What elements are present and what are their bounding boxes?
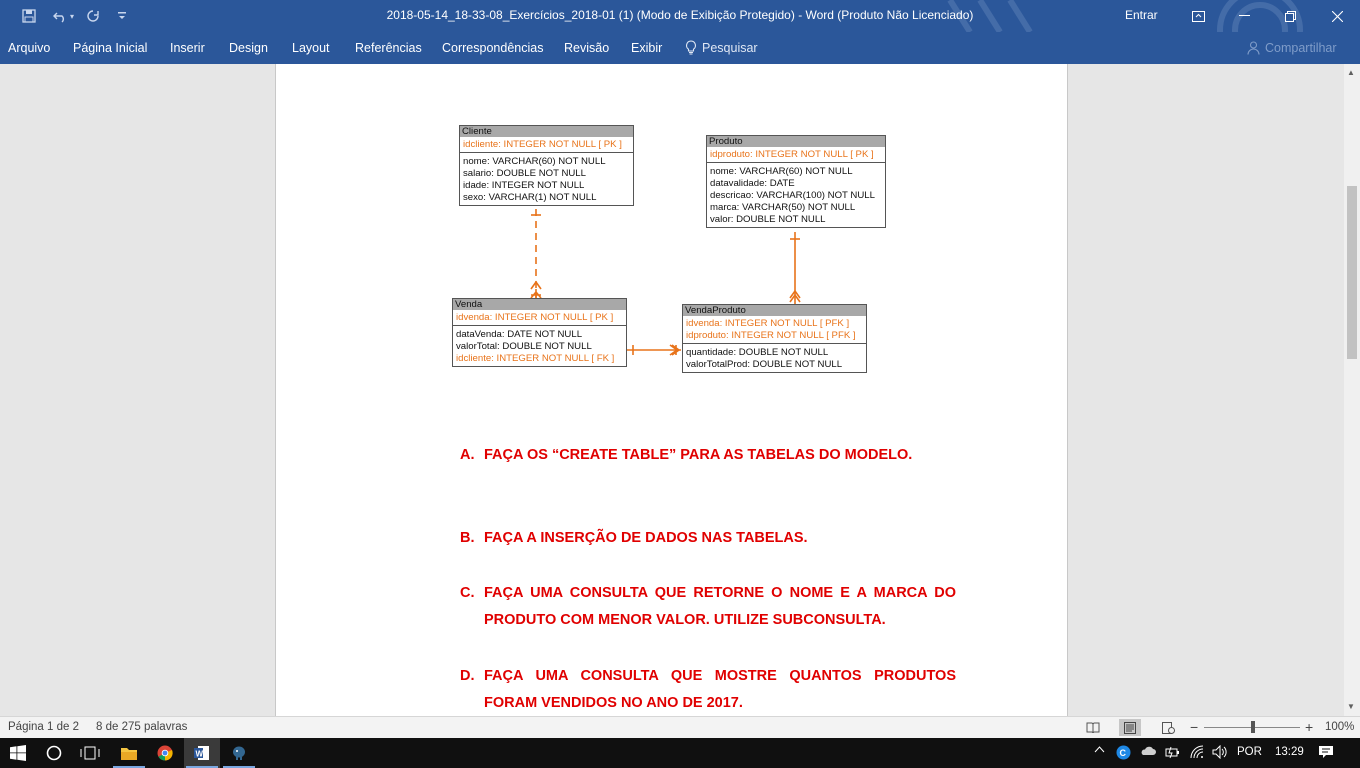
clock[interactable]: 13:29 [1275,746,1304,758]
share-button[interactable] [1247,41,1337,55]
tab-exibir[interactable]: Exibir [631,41,663,55]
lightbulb-icon [685,40,697,55]
er-table-name: Venda [453,299,626,310]
question-text: FAÇA OS “CREATE TABLE” PARA AS TABELAS DO MODELO. [484,447,913,463]
zoom-slider-thumb[interactable] [1251,721,1255,733]
web-layout-icon[interactable] [1157,719,1179,736]
page-count[interactable]: Página 1 de 2 [8,721,79,733]
question-letter: C. [460,585,475,601]
er-pk-field: idproduto: INTEGER NOT NULL [ PFK ] [686,330,856,341]
windows-taskbar [0,738,1360,768]
er-field: sexo: VARCHAR(1) NOT NULL [463,192,597,203]
er-pk-field: idcliente: INTEGER NOT NULL [ PK ] [463,139,622,150]
document-page[interactable] [275,64,1068,716]
read-mode-icon[interactable] [1082,719,1104,736]
chrome-icon[interactable] [147,738,183,768]
question-letter: B. [460,530,475,546]
action-center-icon[interactable] [1318,745,1334,762]
minimize-icon[interactable] [1221,0,1267,32]
input-language[interactable]: POR [1237,746,1262,758]
er-pk-field: idvenda: INTEGER NOT NULL [ PFK ] [686,318,850,329]
word-count[interactable]: 8 de 275 palavras [96,721,188,733]
zoom-in-icon[interactable]: + [1305,719,1314,735]
er-field: idade: INTEGER NOT NULL [463,180,585,191]
tab-inserir[interactable]: Inserir [170,41,205,55]
window-title: 2018-05-14_18-33-08_Exercícios_2018-01 (1) (Modo de Exibição Protegido) - Word (Produto Não Licenciado) [386,8,974,22]
scroll-up-arrow[interactable]: ▲ [1347,68,1355,77]
person-icon [1247,41,1260,55]
pgadmin-icon[interactable] [221,738,257,768]
er-table-name: Cliente [460,126,633,137]
question-text: FAÇA A INSERÇÃO DE DADOS NAS TABELAS. [484,530,808,546]
document-area[interactable] [0,64,1344,716]
zoom-out-icon[interactable]: − [1190,719,1199,735]
tab-layout[interactable]: Layout [292,41,330,55]
er-table-vendaproduto [682,304,867,373]
scroll-down-arrow[interactable]: ▼ [1347,702,1355,711]
question-b [460,525,956,552]
windows-start-icon[interactable] [0,738,36,768]
er-field: valorTotal: DOUBLE NOT NULL [456,341,592,352]
er-table-cliente [459,125,634,206]
task-view-icon[interactable] [72,738,108,768]
svg-text:C: C [1119,748,1126,758]
er-table-produto [706,135,886,228]
question-d [460,663,956,716]
tab-pagina-inicial[interactable]: Página Inicial [73,41,148,55]
ccleaner-icon[interactable] [1116,745,1131,763]
question-letter: A. [460,447,475,463]
scroll-thumb[interactable] [1347,186,1357,359]
tab-correspondencias[interactable]: Correspondências [442,41,544,55]
share-label: Compartilhar [1265,41,1337,55]
sign-in-link[interactable]: Entrar [1125,8,1158,22]
er-field: nome: VARCHAR(60) NOT NULL [710,166,853,177]
close-icon[interactable] [1314,0,1360,32]
er-table-venda [452,298,627,367]
er-field: nome: VARCHAR(60) NOT NULL [463,156,606,167]
tab-design[interactable]: Design [229,41,268,55]
cortana-icon[interactable] [36,738,72,768]
er-pk-field: idproduto: INTEGER NOT NULL [ PK ] [710,149,874,160]
er-pk-field: idvenda: INTEGER NOT NULL [ PK ] [456,312,614,323]
restore-icon[interactable] [1267,0,1313,32]
er-table-name: VendaProduto [683,305,866,316]
onedrive-icon[interactable] [1140,746,1156,759]
zoom-level[interactable]: 100% [1325,721,1355,733]
ribbon-tabs [0,32,1360,64]
er-field: marca: VARCHAR(50) NOT NULL [710,202,856,213]
er-table-name: Produto [707,136,885,147]
ribbon-options-icon[interactable] [1175,0,1221,32]
tab-referencias[interactable]: Referências [355,41,422,55]
tab-arquivo[interactable]: Arquivo [8,41,51,55]
question-c [460,580,956,634]
title-bar [0,0,1360,32]
word-icon[interactable] [184,738,220,768]
question-text: FAÇA UMA CONSULTA QUE RETORNE O NOME E A MARCA DO PRODUTO COM MENOR VALOR. UTILIZE SUBCONSULTA. [484,585,956,628]
wifi-icon[interactable] [1190,745,1204,762]
print-layout-icon[interactable] [1119,719,1141,736]
undo-dropdown-icon[interactable]: ▾ [69,11,74,21]
svg-text:W: W [195,749,204,759]
er-field: valorTotalProd: DOUBLE NOT NULL [686,359,843,370]
tell-me-search[interactable] [685,40,758,55]
er-field: descricao: VARCHAR(100) NOT NULL [710,190,875,201]
search-label: Pesquisar [702,40,758,55]
er-field: valor: DOUBLE NOT NULL [710,214,826,225]
vertical-scrollbar[interactable] [1344,64,1360,716]
status-bar [0,716,1360,738]
question-a [460,442,956,469]
er-connectors [276,64,1069,404]
er-field: quantidade: DOUBLE NOT NULL [686,347,829,358]
volume-icon[interactable] [1212,745,1228,762]
file-explorer-icon[interactable] [111,738,147,768]
er-field: dataVenda: DATE NOT NULL [456,329,583,340]
er-field: salario: DOUBLE NOT NULL [463,168,586,179]
er-field: datavalidade: DATE [710,178,795,189]
tab-revisao[interactable]: Revisão [564,41,610,55]
question-letter: D. [460,668,475,684]
show-hidden-icons[interactable] [1094,744,1105,756]
battery-icon[interactable] [1165,745,1180,762]
question-text: FAÇA UMA CONSULTA QUE MOSTRE QUANTOS PRODUTOS FORAM VENDIDOS NO ANO DE 2017. [484,668,956,711]
er-fk-field: idcliente: INTEGER NOT NULL [ FK ] [456,353,615,364]
